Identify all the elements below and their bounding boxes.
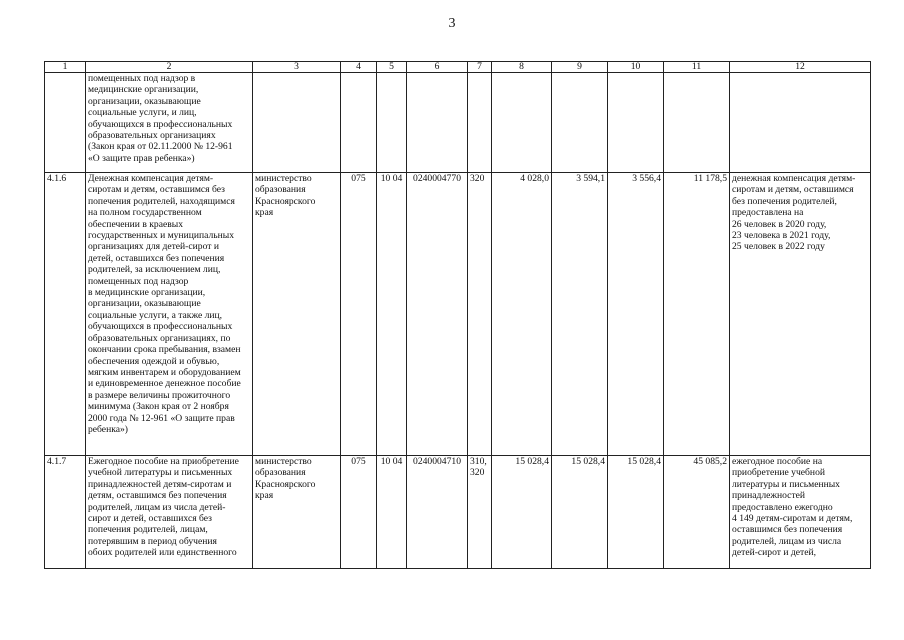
column-header: 11 [664,62,730,73]
grbs-code-cell [341,73,377,173]
expected-result-cell: денежная компенсация детям- сиротам и детям, оставшимся без попечения родителей, предоставлена на 26 человек в 2020 году, 23 человека в 2021 году, 25 человек в 2022 году [730,173,871,456]
target-article-cell: 0240004710 [407,456,468,569]
executor-cell: министерство образования Красноярского края [253,456,341,569]
amount-2022-cell: 3 556,4 [608,173,664,456]
expected-result-cell [730,73,871,173]
column-header: 1 [45,62,86,73]
measure-name-cell: помещенных под надзор в медицинские организации, организации, оказывающие социальные услуги, и лиц, обучающихся в профессиональных образовательных организациях (Закон края от 02.11.2000 № 12-961 «О защите прав ребенка») [86,73,253,173]
item-number-cell: 4.1.7 [45,456,86,569]
amount-2020-cell [492,73,552,173]
column-header: 10 [608,62,664,73]
target-article-cell [407,73,468,173]
amount-2021-cell: 3 594,1 [552,173,608,456]
amount-2020-cell: 4 028,0 [492,173,552,456]
measure-name-cell: Денежная компенсация детям- сиротам и детям, оставшимся без попечения родителей, находящимся на полном государственном обеспечении в краевых государственных и муниципальных организациях для детей-сирот и детей, оставшихся без попечения родителей, за исключением лиц, помещенных под надзор в медицинские организации, организации, оказывающие социальные услуги, а также лиц, обучающихся в профессиональных образовательных организациях, по окончании срока пребывания, взамен обеспечения одеждой и обувью, мягким инвентарем и оборудованием и единовременное денежное пособие в размере величины прожиточного минимума (Закон края от 2 ноября 2000 года № 12-961 «О защите прав ребенка») [86,173,253,456]
column-header: 9 [552,62,608,73]
table-row [45,173,871,456]
amount-2020-cell: 15 028,4 [492,456,552,569]
amount-2021-cell [552,73,608,173]
amount-total-cell: 45 085,2 [664,456,730,569]
measure-name-cell: Ежегодное пособие на приобретение учебной литературы и письменных принадлежностей детям-сиротам и детям, оставшимся без попечения родителей, лицам из числа детей- сирот и детей, оставшихся без попечения родителей, лицам, потерявшим в период обучения обоих родителей или единственного [86,456,253,569]
executor-cell [253,73,341,173]
executor-cell: министерство образования Красноярского края [253,173,341,456]
item-number-cell: 4.1.6 [45,173,86,456]
amount-total-cell [664,73,730,173]
column-number-header-row [45,62,871,73]
column-header: 5 [377,62,407,73]
column-header: 4 [341,62,377,73]
amount-2022-cell [608,73,664,173]
expense-type-cell: 310, 320 [468,456,492,569]
target-article-cell: 0240004770 [407,173,468,456]
item-number-cell [45,73,86,173]
budget-table [44,61,871,569]
column-header: 3 [253,62,341,73]
amount-total-cell: 11 178,5 [664,173,730,456]
page-number: 3 [448,16,456,31]
section-code-cell: 10 04 [377,173,407,456]
column-header: 6 [407,62,468,73]
table-row [45,73,871,173]
expense-type-cell: 320 [468,173,492,456]
amount-2021-cell: 15 028,4 [552,456,608,569]
column-header: 2 [86,62,253,73]
amount-2022-cell: 15 028,4 [608,456,664,569]
expected-result-cell: ежегодное пособие на приобретение учебной литературы и письменных принадлежностей предоставлено ежегодно 4 149 детям-сиротам и детям, оставшимся без попечения родителей, лицам из числа детей-сирот и детей, [730,456,871,569]
table-row [45,456,871,569]
column-header: 8 [492,62,552,73]
column-header: 12 [730,62,871,73]
section-code-cell [377,73,407,173]
grbs-code-cell: 075 [341,173,377,456]
expense-type-cell [468,73,492,173]
section-code-cell: 10 04 [377,456,407,569]
grbs-code-cell: 075 [341,456,377,569]
column-header: 7 [468,62,492,73]
